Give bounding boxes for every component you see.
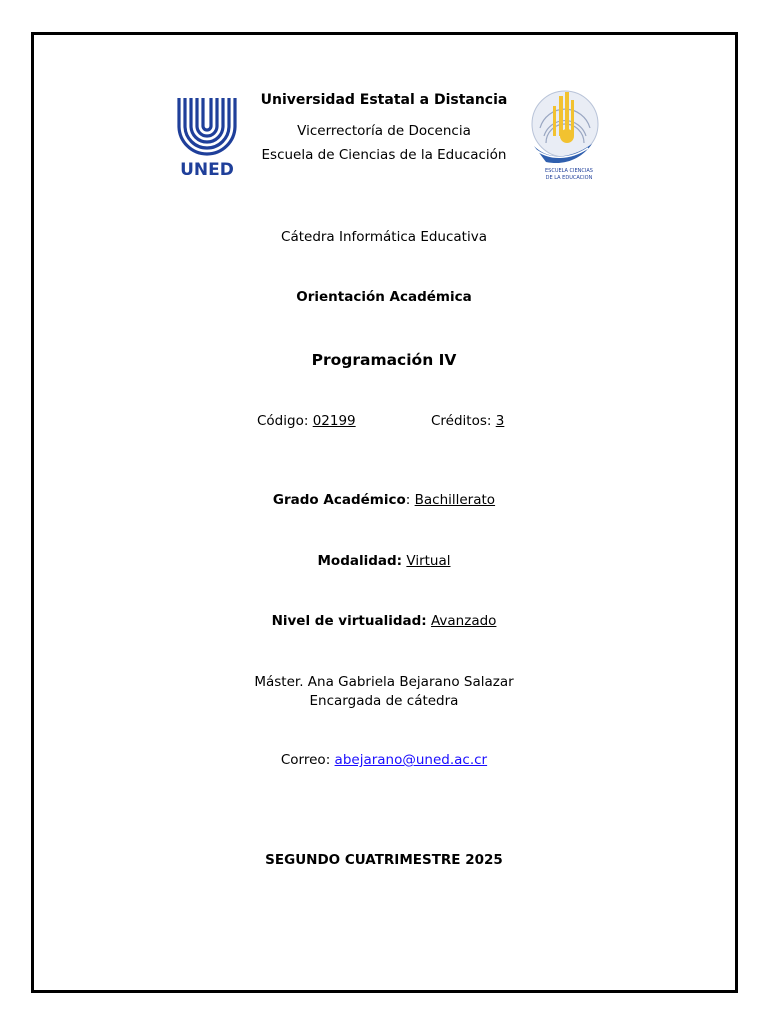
creditos-value: 3: [495, 413, 505, 429]
catedra: Cátedra Informática Educativa: [281, 229, 487, 245]
correo-label: Correo:: [280, 752, 335, 768]
escuela-logo-text-2: DE LA EDUCACION: [545, 175, 593, 181]
escuela-logo-text-1: ESCUELA CIENCIAS: [545, 168, 593, 174]
grado-sep: :: [405, 492, 415, 508]
grado-row: [34, 492, 734, 508]
document-header: [160, 86, 610, 186]
encargada-block: [34, 673, 734, 711]
modalidad-row: [34, 553, 734, 569]
university-name: Universidad Estatal a Distancia: [260, 92, 508, 108]
modalidad-value: Virtual: [406, 553, 451, 569]
orientacion: Orientación Académica: [296, 289, 472, 305]
nivel-value: Avanzado: [430, 613, 497, 629]
course-title: Programación IV: [311, 351, 457, 369]
periodo: SEGUNDO CUATRIMESTRE 2025: [265, 852, 503, 868]
correo-link[interactable]: abejarano@uned.ac.cr: [334, 752, 488, 768]
grado-label: Grado Académico: [272, 492, 406, 508]
codigo-label: Código:: [257, 413, 313, 429]
uned-logo: [175, 92, 239, 178]
grado-value: Bachillerato: [414, 492, 496, 508]
creditos-label: Créditos:: [431, 413, 496, 429]
codigo-value: 02199: [312, 413, 356, 429]
encargada-role: Encargada de cátedra: [309, 693, 459, 709]
header-text: [248, 86, 520, 164]
encargada-name: Máster. Ana Gabriela Bejarano Salazar: [254, 674, 514, 690]
codigo-row: [257, 413, 356, 429]
escuela: Escuela de Ciencias de la Educación: [261, 147, 507, 163]
nivel-row: [34, 613, 734, 629]
creditos-row: [431, 413, 504, 429]
escuela-logo: [526, 88, 602, 184]
correo-row: [34, 752, 734, 768]
modalidad-label: Modalidad:: [317, 553, 403, 569]
vicerrectoria: Vicerrectoría de Docencia: [297, 123, 471, 139]
uned-logo-text: UNED: [180, 160, 234, 178]
nivel-label: Nivel de virtualidad:: [271, 613, 427, 629]
